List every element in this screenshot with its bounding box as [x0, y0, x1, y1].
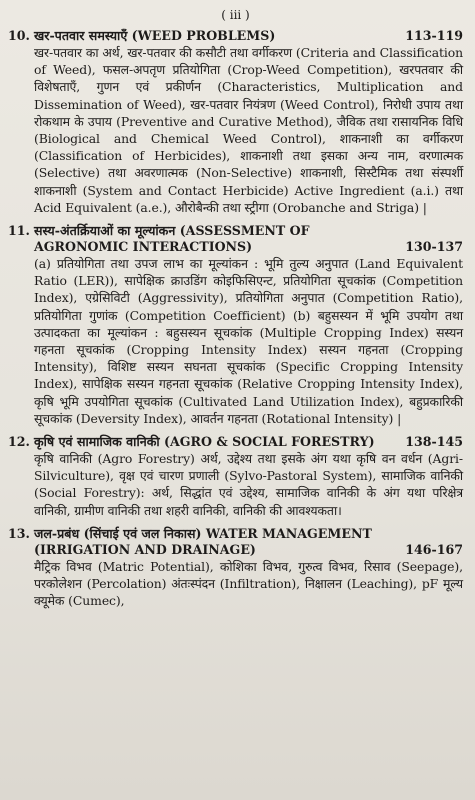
- entry-title: जल-प्रबंध (सिंचाई एवं जल निकास) WATER MANAGEMENT: [34, 525, 372, 541]
- toc-entry-13: [8, 526, 463, 610]
- entry-heading: [8, 223, 463, 239]
- entry-heading: [8, 28, 463, 44]
- toc-entry-11: [8, 223, 463, 427]
- entry-number: 11.: [8, 223, 30, 239]
- entry-description: मैट्रिक विभव (Matric Potential), कोशिका विभव, गुरुत्व विभव, रिसाव (Seepage), परकोलेशन (Percolation) अंतःस्पंदन (Infiltration), निक्षालन (Leaching), pF मूल्य क्यूमेक (Cumec),: [34, 558, 463, 609]
- entry-heading-continued: [8, 542, 463, 558]
- toc-entry-12: [8, 434, 463, 519]
- entry-page-range: 146-167: [405, 541, 463, 557]
- entry-heading-continued: [8, 239, 463, 255]
- entry-title-line2: AGRONOMIC INTERACTIONS): [34, 239, 253, 255]
- entry-page-range: 130-137: [405, 239, 463, 255]
- entry-title: सस्य-अंतर्क्रियाओं का मूल्यांकन (ASSESSMENT OF: [34, 223, 310, 239]
- entry-number: 13.: [8, 525, 30, 541]
- entry-description: (a) प्रतियोगिता तथा उपज लाभ का मूल्यांकन : भूमि तुल्य अनुपात (Land Equivalent Ratio (LER)), सापेक्षिक क्राउडिंग कोइफिसिएन्ट, प्रतियोगिता सूचकांक (Competition Index), एग्रेसिविटी (Aggressivity), प्रतियोगिता अनुपात (Competition Ratio), प्रतियोगिता गुणांक (Competition Coefficient) (b) बहुसस्यन में भूमि उपयोग तथा उत्पादकता का मूल्यांकन : बहुसस्यन सूचकांक (Multiple Cropping Index) सस्यन गहनता सूचकांक (Cropping Intensity Index) सस्यन गहनता (Cropping Intensity), विशिष्ट सस्यन सघनता सूचकांक (Specific Cropping Intensity Index), सापेक्षिक सस्यन गहनता सूचकांक (Relative Cropping Intensity Index), कृषि भूमि उपयोगिता सूचकांक (Cultivated Land Utilization Index), बहुप्रकारिकी सूचकांक (Deversity Index), आवर्तन गहनता (Rotational Intensity) |: [34, 256, 463, 426]
- page-folio: ( iii ): [221, 8, 250, 22]
- entry-page-range: 113-119: [405, 28, 463, 43]
- entry-heading: [8, 526, 463, 542]
- entry-page-range: 138-145: [405, 434, 463, 450]
- entry-title: कृषि एवं सामाजिक वानिकी (AGRO & SOCIAL FORESTRY): [34, 434, 375, 450]
- entry-description: खर-पतवार का अर्थ, खर-पतवार की कसौटी तथा वर्गीकरण (Criteria and Classification of Weed), फसल-अपतृण प्रतियोगिता (Crop-Weed Competition), खरपतवार की विशेषताएँ, गुणन एवं प्रकीर्णन (Characteristics, Multiplication and Dissemination of Weed), खर-पतवार नियंत्रण (Weed Control), निरोधी उपाय तथा रोकथाम के उपाय (Preventive and Curative Method), जैविक तथा रासायनिक विधि (Biological and Chemical Weed Control), शाकनाशी का वर्गीकरण (Classification of Herbicides), शाकनाशी तथा इसका अन्य नाम, वरणात्मक (Selective) तथा अवरणात्मक (Non-Selective) शाकनाशी, सिस्टैमिक तथा संस्पर्शी शाकनाशी (System and Contact Herbicide) Active Ingredient (a.i.) तथा Acid Equivalent (a.e.), औरोबैन्की तथा स्ट्रीगा (Orobanche and Striga) |: [34, 45, 463, 215]
- entry-number: 12.: [8, 434, 30, 450]
- entry-description: कृषि वानिकी (Agro Forestry) अर्थ, उद्देश्य तथा इसके अंग यथा कृषि वन वर्धन (Agri-Silviculture), वृक्ष एवं चारण प्रणाली (Sylvo-Pastoral System), सामाजिक वानिकी (Social Forestry): अर्थ, सिद्धांत एवं उद्देश्य, सामाजिक वानिकी के अंग यथा परिक्षेत्र वानिकी, ग्रामीण वानिकी तथा शहरी वानिकी, वानिकी की आवश्यकता।: [34, 451, 463, 518]
- entry-title-line2: (IRRIGATION AND DRAINAGE): [34, 541, 256, 557]
- entry-title: खर-पतवार समस्याएँ (WEED PROBLEMS): [34, 28, 276, 43]
- entry-heading: [8, 434, 463, 450]
- entry-number: 10.: [8, 28, 30, 43]
- toc-entry-10: [8, 28, 463, 216]
